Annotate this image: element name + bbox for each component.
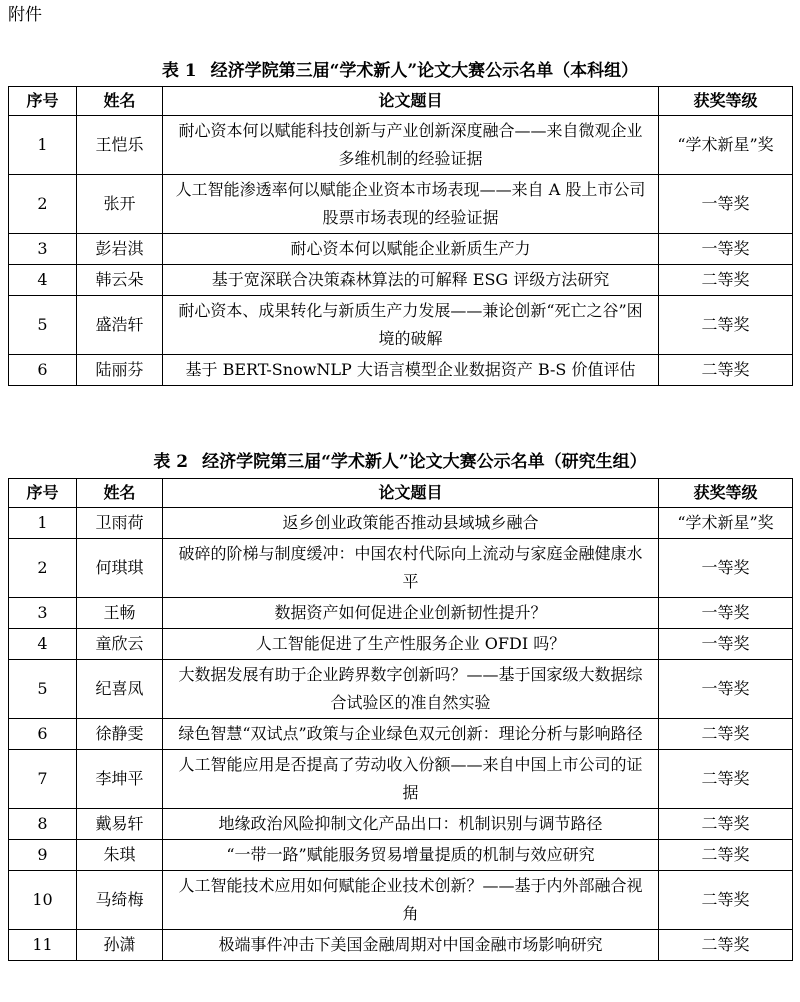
row-name: 王畅 bbox=[77, 598, 163, 629]
table-row bbox=[9, 750, 793, 809]
row-index: 4 bbox=[9, 265, 77, 296]
row-title: 大数据发展有助于企业跨界数字创新吗？——基于国家级大数据综合试验区的准自然实验 bbox=[163, 660, 659, 719]
row-name: 何琪琪 bbox=[77, 539, 163, 598]
row-title: 破碎的阶梯与制度缓冲：中国农村代际向上流动与家庭金融健康水平 bbox=[163, 539, 659, 598]
header-award: 获奖等级 bbox=[659, 87, 793, 116]
row-index: 3 bbox=[9, 234, 77, 265]
header-name: 姓名 bbox=[77, 479, 163, 508]
row-index: 6 bbox=[9, 719, 77, 750]
row-title: 耐心资本、成果转化与新质生产力发展——兼论创新“死亡之谷”困境的破解 bbox=[163, 296, 659, 355]
row-title: 人工智能促进了生产性服务企业 OFDI 吗？ bbox=[163, 629, 659, 660]
header-title: 论文题目 bbox=[163, 479, 659, 508]
row-index: 8 bbox=[9, 809, 77, 840]
row-title: “一带一路”赋能服务贸易增量提质的机制与效应研究 bbox=[163, 840, 659, 871]
row-award: 一等奖 bbox=[659, 175, 793, 234]
row-name: 马绮梅 bbox=[77, 871, 163, 930]
table-row bbox=[9, 508, 793, 539]
table-1-caption-number: 表 1 bbox=[161, 61, 197, 81]
row-title: 人工智能应用是否提高了劳动收入份额——来自中国上市公司的证据 bbox=[163, 750, 659, 809]
row-title: 基于宽深联合决策森林算法的可解释 ESG 评级方法研究 bbox=[163, 265, 659, 296]
row-title: 耐心资本何以赋能企业新质生产力 bbox=[163, 234, 659, 265]
table-1-caption bbox=[0, 60, 800, 82]
header-award: 获奖等级 bbox=[659, 479, 793, 508]
row-title: 极端事件冲击下美国金融周期对中国金融市场影响研究 bbox=[163, 930, 659, 961]
table-row bbox=[9, 355, 793, 386]
table-1-caption-text: 经济学院第三届“学术新人”论文大赛公示名单（本科组） bbox=[210, 61, 639, 81]
row-award: 二等奖 bbox=[659, 355, 793, 386]
header-title: 论文题目 bbox=[163, 87, 659, 116]
row-index: 4 bbox=[9, 629, 77, 660]
row-index: 5 bbox=[9, 296, 77, 355]
row-name: 王恺乐 bbox=[77, 116, 163, 175]
table-row bbox=[9, 719, 793, 750]
row-award: 二等奖 bbox=[659, 840, 793, 871]
row-title: 绿色智慧“双试点”政策与企业绿色双元创新：理论分析与影响路径 bbox=[163, 719, 659, 750]
row-award: 一等奖 bbox=[659, 539, 793, 598]
row-name: 盛浩轩 bbox=[77, 296, 163, 355]
row-title: 返乡创业政策能否推动县域城乡融合 bbox=[163, 508, 659, 539]
row-index: 3 bbox=[9, 598, 77, 629]
row-award: 一等奖 bbox=[659, 660, 793, 719]
header-index: 序号 bbox=[9, 87, 77, 116]
table-row bbox=[9, 234, 793, 265]
table-row bbox=[9, 629, 793, 660]
row-index: 1 bbox=[9, 116, 77, 175]
row-name: 徐静雯 bbox=[77, 719, 163, 750]
row-award: 二等奖 bbox=[659, 296, 793, 355]
row-name: 韩云朵 bbox=[77, 265, 163, 296]
header-index: 序号 bbox=[9, 479, 77, 508]
row-award: 二等奖 bbox=[659, 930, 793, 961]
table-row bbox=[9, 296, 793, 355]
row-name: 卫雨荷 bbox=[77, 508, 163, 539]
table-2-caption-number: 表 2 bbox=[153, 452, 189, 472]
row-award: 二等奖 bbox=[659, 809, 793, 840]
row-index: 7 bbox=[9, 750, 77, 809]
row-title: 人工智能技术应用如何赋能企业技术创新？——基于内外部融合视角 bbox=[163, 871, 659, 930]
row-award: “学术新星”奖 bbox=[659, 116, 793, 175]
table-row bbox=[9, 930, 793, 961]
row-name: 朱琪 bbox=[77, 840, 163, 871]
header-name: 姓名 bbox=[77, 87, 163, 116]
row-award: 二等奖 bbox=[659, 871, 793, 930]
table-row bbox=[9, 265, 793, 296]
table-header-row bbox=[9, 87, 793, 116]
row-name: 彭岩淇 bbox=[77, 234, 163, 265]
table-header-row bbox=[9, 479, 793, 508]
table-row bbox=[9, 871, 793, 930]
row-name: 孙潇 bbox=[77, 930, 163, 961]
table-2-caption-text: 经济学院第三届“学术新人”论文大赛公示名单（研究生组） bbox=[202, 452, 647, 472]
row-title: 基于 BERT-SnowNLP 大语言模型企业数据资产 B-S 价值评估 bbox=[163, 355, 659, 386]
row-index: 2 bbox=[9, 175, 77, 234]
row-index: 2 bbox=[9, 539, 77, 598]
row-index: 11 bbox=[9, 930, 77, 961]
row-title: 地缘政治风险抑制文化产品出口：机制识别与调节路径 bbox=[163, 809, 659, 840]
graduate-table bbox=[8, 478, 793, 961]
row-index: 5 bbox=[9, 660, 77, 719]
table-row bbox=[9, 840, 793, 871]
row-award: 一等奖 bbox=[659, 629, 793, 660]
table-2-caption bbox=[0, 451, 800, 473]
row-award: 二等奖 bbox=[659, 750, 793, 809]
row-index: 9 bbox=[9, 840, 77, 871]
row-award: 二等奖 bbox=[659, 265, 793, 296]
row-title: 耐心资本何以赋能科技创新与产业创新深度融合——来自微观企业多维机制的经验证据 bbox=[163, 116, 659, 175]
row-title: 数据资产如何促进企业创新韧性提升？ bbox=[163, 598, 659, 629]
row-name: 张开 bbox=[77, 175, 163, 234]
row-name: 戴易轩 bbox=[77, 809, 163, 840]
row-award: “学术新星”奖 bbox=[659, 508, 793, 539]
row-award: 一等奖 bbox=[659, 234, 793, 265]
row-name: 童欣云 bbox=[77, 629, 163, 660]
row-index: 6 bbox=[9, 355, 77, 386]
table-row bbox=[9, 598, 793, 629]
row-name: 李坤平 bbox=[77, 750, 163, 809]
table-row bbox=[9, 175, 793, 234]
table-row bbox=[9, 539, 793, 598]
row-award: 二等奖 bbox=[659, 719, 793, 750]
row-award: 一等奖 bbox=[659, 598, 793, 629]
row-title: 人工智能渗透率何以赋能企业资本市场表现——来自 A 股上市公司股票市场表现的经验证据 bbox=[163, 175, 659, 234]
table-row bbox=[9, 809, 793, 840]
row-name: 纪喜凤 bbox=[77, 660, 163, 719]
attachment-label: 附件 bbox=[8, 5, 42, 25]
undergraduate-table bbox=[8, 86, 793, 386]
row-name: 陆丽芬 bbox=[77, 355, 163, 386]
row-index: 10 bbox=[9, 871, 77, 930]
row-index: 1 bbox=[9, 508, 77, 539]
table-row bbox=[9, 660, 793, 719]
table-row bbox=[9, 116, 793, 175]
